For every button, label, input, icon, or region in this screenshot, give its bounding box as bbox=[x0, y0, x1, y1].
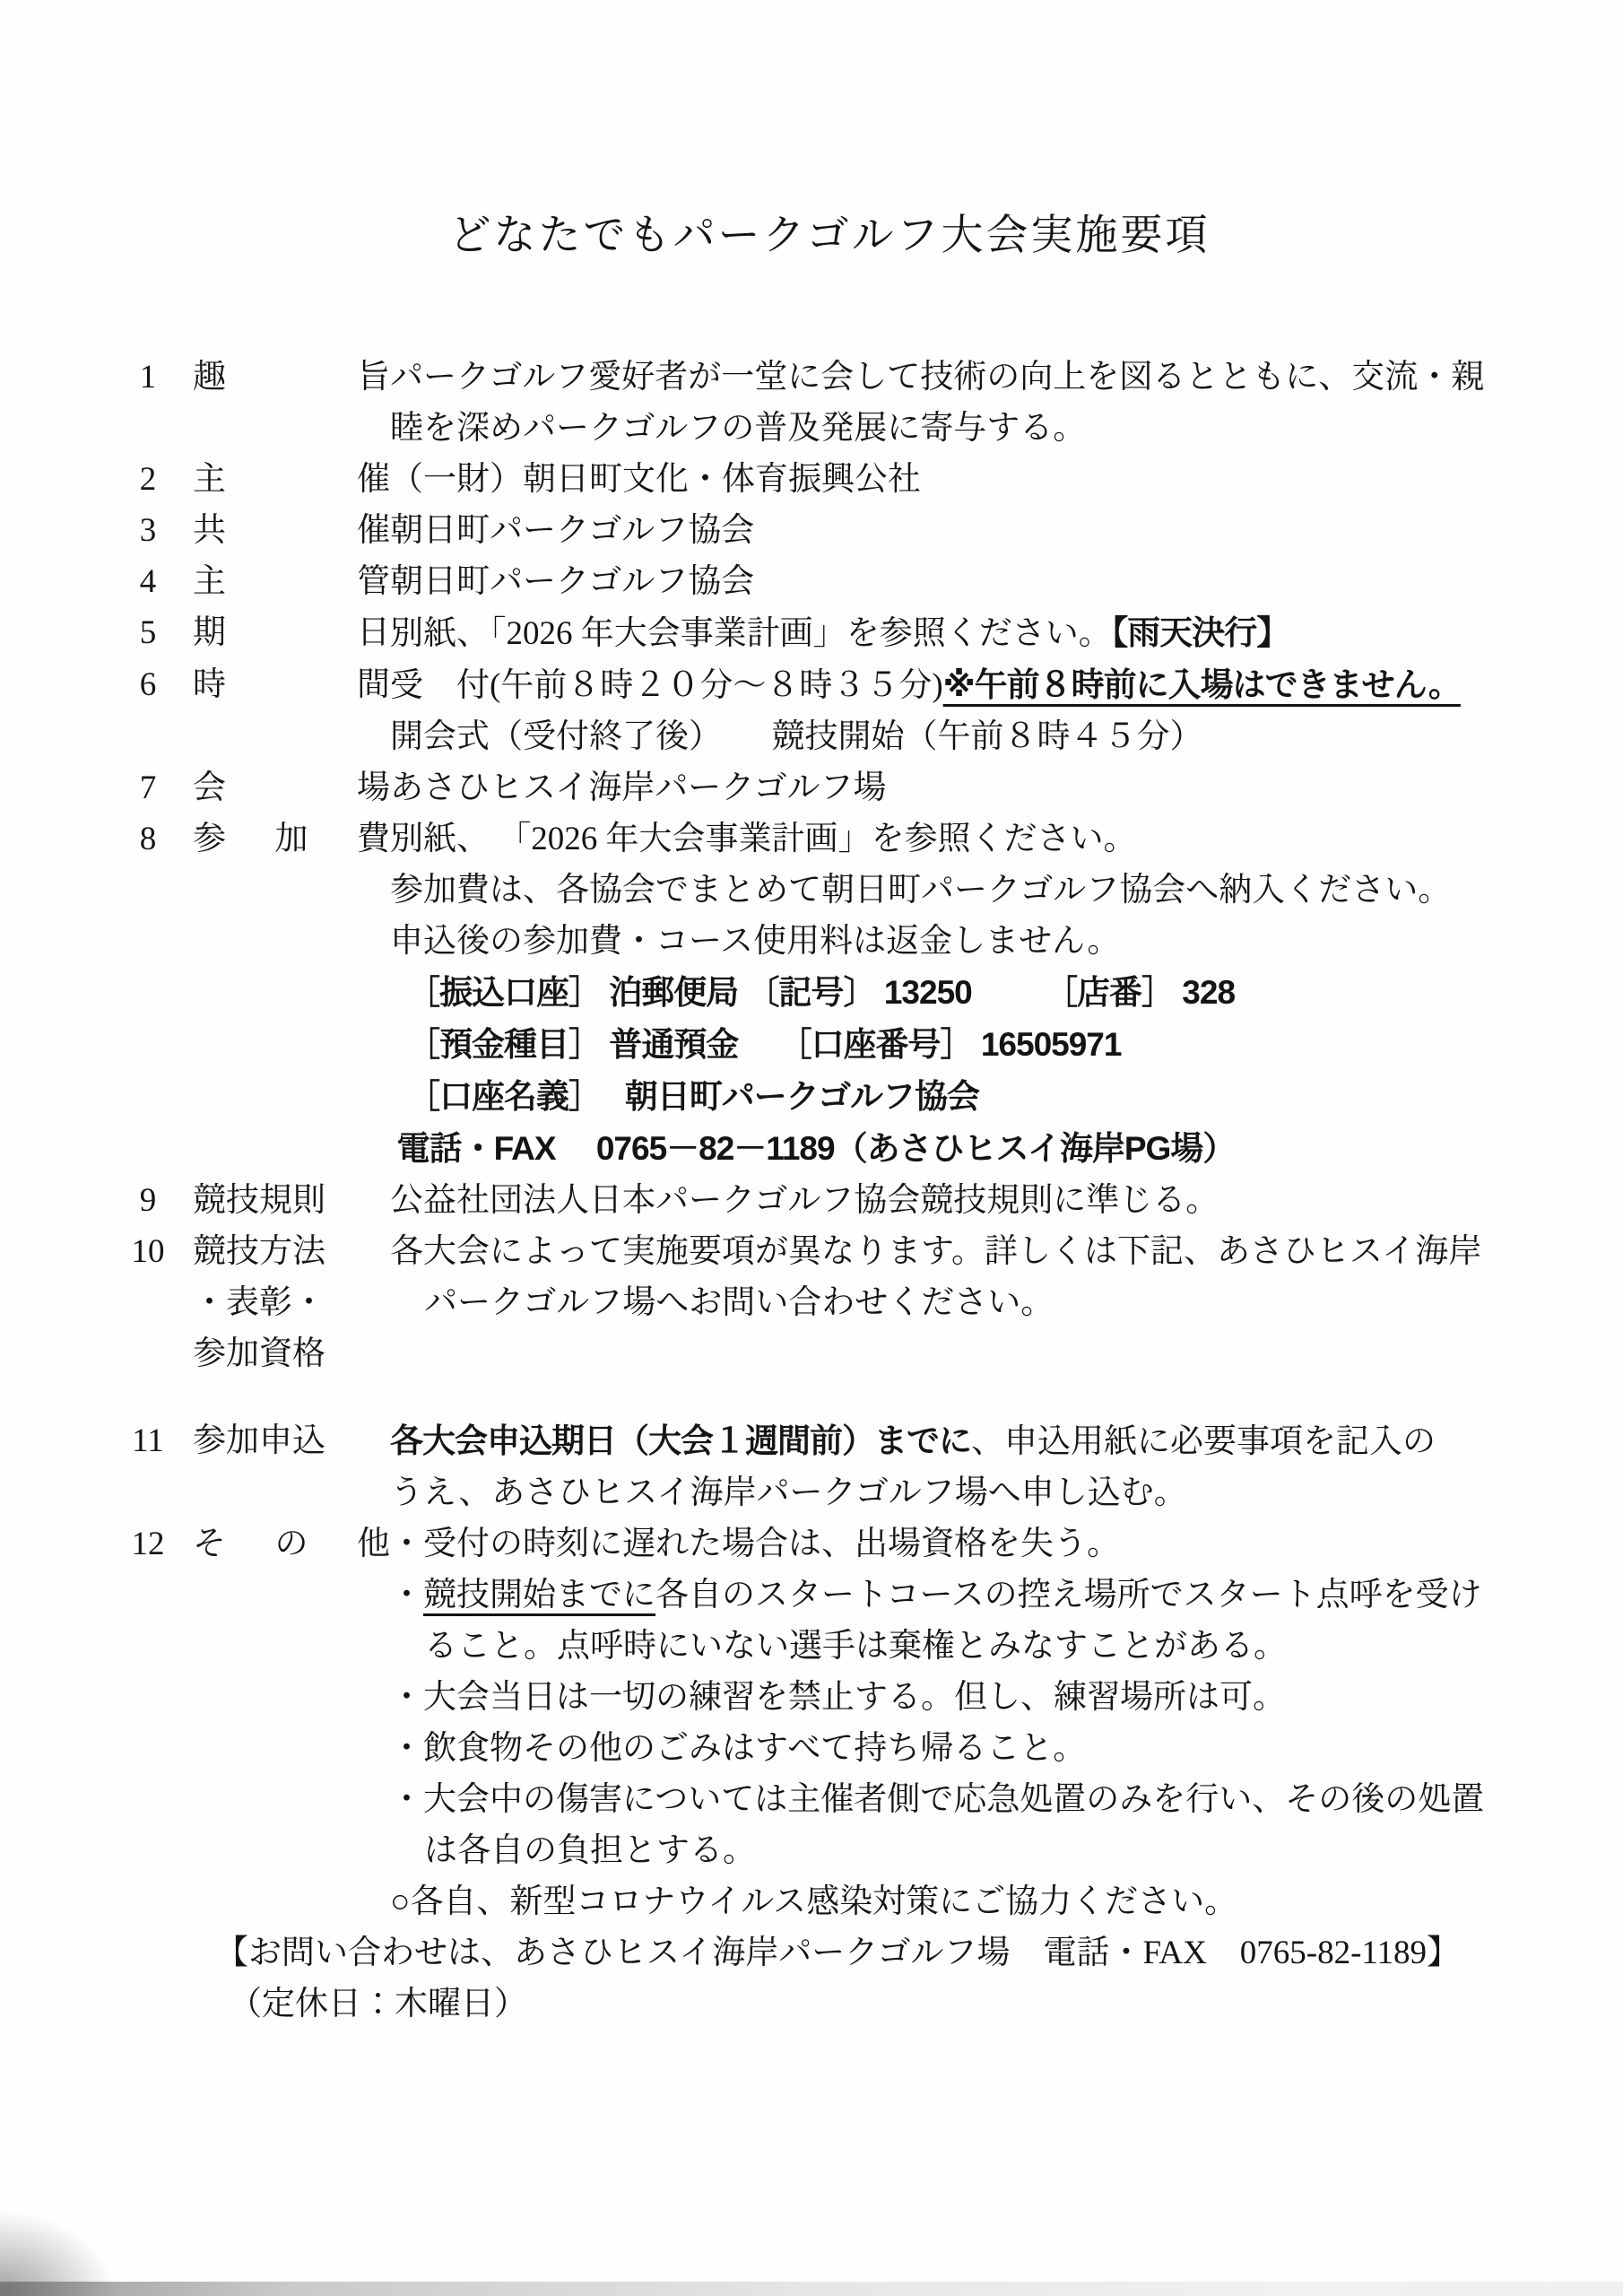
content-line bbox=[390, 454, 1533, 505]
item-label-line: 主 管 bbox=[193, 563, 390, 600]
item-label-line: 趣 旨 bbox=[193, 359, 390, 396]
text-segment: ○各自、新型コロナウイルス感染対策にご協力ください。 bbox=[390, 1883, 1238, 1920]
item-number: 4 bbox=[139, 563, 157, 600]
text-segment: ること。点呼時にいない選手は棄権とみなすことがある。 bbox=[424, 1628, 1287, 1665]
text-segment: 睦を深めパークゴルフの普及発展に寄与する。 bbox=[390, 410, 1087, 447]
content-line bbox=[390, 1123, 1533, 1175]
item-number: 8 bbox=[139, 821, 157, 857]
text-segment: 各大会によって実施要項が異なります。詳しくは下記、あさひヒスイ海岸 bbox=[390, 1233, 1482, 1270]
item-label bbox=[193, 454, 390, 505]
scan-corner-artifact bbox=[0, 2211, 117, 2296]
item-number: 7 bbox=[139, 770, 157, 806]
content-line bbox=[390, 1774, 1533, 1825]
content-line bbox=[390, 1019, 1533, 1071]
content-line bbox=[390, 1175, 1533, 1226]
text-segment: ・ bbox=[390, 1577, 423, 1613]
text-segment: 朝日町パークゴルフ協会 bbox=[390, 563, 755, 600]
item-label-line: 参 加 費 bbox=[193, 821, 390, 857]
text-segment: パークゴルフ場へお問い合わせください。 bbox=[424, 1284, 1055, 1321]
item-content bbox=[390, 813, 1533, 1175]
item-content bbox=[390, 505, 1533, 556]
text-segment: （一財）朝日町文化・体育振興公社 bbox=[390, 461, 921, 498]
item-number: 3 bbox=[139, 512, 157, 549]
content-line bbox=[390, 1723, 1533, 1774]
text-segment: 受 付(午前８時２０分～８時３５分) bbox=[390, 667, 943, 704]
text-segment: 申込後の参加費・コース使用料は返金しません。 bbox=[390, 923, 1121, 960]
text-segment: 公益社団法人日本パークゴルフ協会競技規則に準じる。 bbox=[390, 1182, 1219, 1219]
item-1 bbox=[126, 352, 1533, 454]
text-segment: ・受付の時刻に遅れた場合は、出場資格を失う。 bbox=[390, 1526, 1120, 1562]
text-segment: 開会式（受付終了後） 競技開始（午前８時４５分） bbox=[390, 718, 1203, 755]
scan-edge-artifact bbox=[0, 2282, 1623, 2296]
content-line bbox=[390, 1277, 1533, 1328]
text-segment: パークゴルフ愛好者が一堂に会して技術の向上を図るとともに、交流・親 bbox=[390, 359, 1485, 396]
contact-line: 【お問い合わせは、あさひヒスイ海岸パークゴルフ場 電話・FAX 0765-82-1189】 bbox=[215, 1935, 1461, 1971]
item-label bbox=[193, 1415, 390, 1466]
text-segment: あさひヒスイ海岸パークゴルフ場 bbox=[390, 770, 887, 806]
item-9 bbox=[126, 1175, 1533, 1226]
item-label-line: 会 場 bbox=[193, 770, 390, 806]
text-segment: 、申込用紙に必要事項を記入の bbox=[971, 1423, 1436, 1460]
item-label bbox=[193, 607, 390, 658]
item-content bbox=[390, 659, 1533, 762]
item-6 bbox=[126, 659, 1533, 762]
content-line bbox=[390, 916, 1533, 967]
document-body bbox=[126, 202, 1533, 2030]
item-label bbox=[193, 762, 390, 813]
item-label bbox=[193, 1175, 390, 1226]
item-label bbox=[193, 1226, 390, 1379]
item-content bbox=[390, 352, 1533, 454]
content-line bbox=[390, 1467, 1533, 1518]
item-label bbox=[193, 352, 390, 403]
item-label-line: そ の 他 bbox=[193, 1526, 390, 1562]
item-number: 12 bbox=[131, 1526, 165, 1562]
item-7 bbox=[126, 762, 1533, 813]
item-content bbox=[390, 1518, 1533, 1927]
emphasis-text: 電話・FAX 0765－82－1189（あさひヒスイ海岸PG場） bbox=[396, 1130, 1236, 1167]
item-label bbox=[193, 505, 390, 556]
item-content bbox=[390, 454, 1533, 505]
item-label bbox=[193, 556, 390, 607]
item-number: 5 bbox=[139, 614, 157, 651]
item-content bbox=[390, 556, 1533, 607]
content-line bbox=[390, 711, 1533, 762]
item-label bbox=[193, 813, 390, 865]
content-line bbox=[390, 813, 1533, 865]
item-content bbox=[390, 1226, 1533, 1328]
item-number: 1 bbox=[139, 359, 157, 396]
item-label-line: 共 催 bbox=[193, 512, 390, 549]
content-line bbox=[390, 1621, 1533, 1672]
item-label-line: 参加資格 bbox=[193, 1335, 325, 1372]
item-12 bbox=[126, 1518, 1533, 1927]
content-line bbox=[390, 1226, 1533, 1277]
item-label bbox=[193, 659, 390, 710]
item-label bbox=[193, 1518, 390, 1570]
item-11 bbox=[126, 1415, 1533, 1518]
text-segment: 参加費は、各協会でまとめて朝日町パークゴルフ協会へ納入ください。 bbox=[390, 872, 1452, 909]
content-line bbox=[390, 607, 1533, 659]
content-line bbox=[390, 1570, 1533, 1621]
item-number: 10 bbox=[131, 1233, 165, 1270]
item-2 bbox=[126, 454, 1533, 505]
items bbox=[126, 352, 1533, 1927]
text-segment: ・飲食物その他のごみはすべて持ち帰ること。 bbox=[390, 1730, 1087, 1767]
content-line bbox=[390, 967, 1533, 1019]
text-segment: ・大会当日は一切の練習を禁止する。但し、練習場所は可。 bbox=[390, 1679, 1286, 1716]
contact-footer bbox=[215, 1927, 1533, 2030]
text-segment: は各自の負担とする。 bbox=[424, 1832, 756, 1869]
content-line bbox=[390, 1415, 1533, 1467]
document-title: どなたでもパークゴルフ大会実施要項 bbox=[448, 213, 1211, 259]
text-segment: ・大会中の傷害については主催者側で応急処置のみを行い、その後の処置 bbox=[390, 1781, 1485, 1818]
underlined-text: ※午前８時前に入場はできません。 bbox=[942, 666, 1461, 703]
item-label-line: 競技規則 bbox=[193, 1182, 325, 1219]
item-label-line: 期 日 bbox=[193, 614, 390, 651]
item-content bbox=[390, 762, 1533, 813]
item-10 bbox=[126, 1226, 1533, 1379]
text-segment: うえ、あさひヒスイ海岸パークゴルフ場へ申し込む。 bbox=[390, 1474, 1187, 1511]
item-label-line: 競技方法 bbox=[193, 1233, 325, 1270]
text-segment: 朝日町パークゴルフ協会 bbox=[390, 512, 755, 549]
item-number: 9 bbox=[139, 1182, 157, 1219]
content-line bbox=[390, 1672, 1533, 1723]
content-line bbox=[390, 1825, 1533, 1876]
item-number: 2 bbox=[139, 461, 157, 498]
item-5 bbox=[126, 607, 1533, 659]
item-3 bbox=[126, 505, 1533, 556]
item-label-line: 主 催 bbox=[193, 461, 390, 498]
content-line bbox=[390, 403, 1533, 454]
text-segment: 各自のスタートコースの控え場所でスタート点呼を受け bbox=[655, 1577, 1482, 1613]
content-line bbox=[390, 352, 1533, 403]
emphasis-text: ［振込口座］ 泊郵便局 〔記号〕 13250 ［店番］ 328 bbox=[407, 974, 1236, 1011]
item-number: 11 bbox=[132, 1422, 164, 1459]
underlined-text: 競技開始までに bbox=[423, 1577, 655, 1613]
item-content bbox=[390, 1415, 1533, 1518]
text-segment: 別紙、 「2026 年大会事業計画」を参照ください。 bbox=[390, 821, 1137, 857]
content-line bbox=[390, 556, 1533, 607]
item-label-line: 参加申込 bbox=[193, 1422, 325, 1459]
item-label-line: 時 間 bbox=[193, 666, 390, 703]
item-8 bbox=[126, 813, 1533, 1175]
item-4 bbox=[126, 556, 1533, 607]
emphasis-text: 【雨天決行】 bbox=[1111, 614, 1289, 651]
content-line bbox=[390, 505, 1533, 556]
content-line bbox=[390, 1876, 1533, 1927]
content-line bbox=[390, 1071, 1533, 1123]
emphasis-text: ［口座名義］ 朝日町パークゴルフ協会 bbox=[407, 1078, 980, 1115]
content-line bbox=[390, 865, 1533, 916]
content-line bbox=[390, 762, 1533, 813]
item-label-line: ・表彰・ bbox=[193, 1284, 325, 1321]
item-content bbox=[390, 1175, 1533, 1226]
content-line bbox=[390, 659, 1533, 711]
item-content bbox=[390, 607, 1533, 659]
closed-day-line: （定休日：木曜日） bbox=[229, 1986, 527, 2022]
text-segment: 別紙、「2026 年大会事業計画」を参照ください。 bbox=[390, 615, 1112, 652]
content-line bbox=[390, 1518, 1533, 1570]
emphasis-text: 各大会申込期日（大会１週間前）までに bbox=[390, 1422, 971, 1459]
emphasis-text: ［預金種目］ 普通預金 ［口座番号］ 16505971 bbox=[407, 1026, 1122, 1063]
item-number: 6 bbox=[139, 666, 157, 703]
